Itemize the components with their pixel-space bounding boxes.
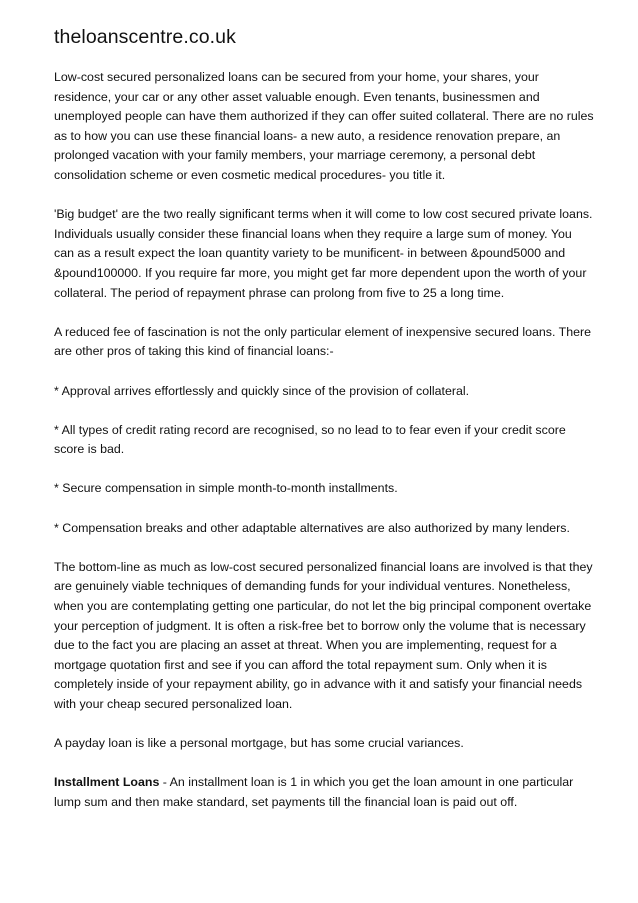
paragraph-intro: Low-cost secured personalized loans can be secured from your home, your shares, your residence, your car or any other asset valuable enough. Even tenants, businessmen and unemployed people can have them authorized if they can offer suited collateral. There are no rules as to how you can use these financial loans- a new auto, a residence renovation prepare, an prolonged vacation with your family members, your marriage ceremony, a personal debt consolidation scheme or even cosmetic medical procedures- you title it.	[54, 70, 594, 182]
bullet-approval: * Approval arrives effortlessly and quickly since of the provision of collateral.	[54, 383, 470, 398]
installment-loans-heading: Installment Loans	[54, 775, 160, 790]
document-page	[54, 24, 594, 832]
paragraph-payday: A payday loan is like a personal mortgage, but has some crucial variances.	[54, 736, 464, 751]
paragraph-bottom-line: The bottom-line as much as low-cost secured personalized financial loans are involved is that they are genuinely viable techniques of demanding funds for your individual ventures. Nonetheless, when you are contemplating getting one particular, do not let the big principal component overtake your perception of judgment. It is often a risk-free bet to borrow only the volume that is necessary due to the fact you are placing an asset at threat. When you are implementing, request for a mortgage quotation first and see if you can afford the total repayment sum. Only when it is completely inside of your repayment ability, go in advance with it and satisfy your financial needs with your cheap secured personalized loan.	[54, 559, 593, 711]
paragraph-installment-loans	[54, 773, 594, 812]
bullet-credit-record: * All types of credit rating record are recognised, so no lead to to fear even if your credit score score is bad.	[54, 422, 566, 457]
installment-loans-text: - An installment loan is 1 in which you get the loan amount in one particular lump sum and then make standard, set payments till the financial loan is paid out off.	[54, 775, 574, 809]
paragraph-big-budget: 'Big budget' are the two really significant terms when it will come to low cost secured private loans. Individuals usually consider these financial loans when they require a large sum of money. You can as a result expect the loan quantity variety to be munificent- in between &pound5000 and &pound100000. If you require far more, you might get far more dependent upon the worth of your collateral. The period of repayment phrase can prolong from five to 25 a long time.	[54, 207, 593, 300]
bullet-breaks: * Compensation breaks and other adaptable alternatives are also authorized by many lenders.	[54, 520, 570, 535]
bullet-compensation: * Secure compensation in simple month-to-month installments.	[54, 481, 398, 496]
paragraph-pros-intro: A reduced fee of fascination is not the only particular element of inexpensive secured loans. There are other pros of taking this kind of financial loans:-	[54, 324, 592, 359]
site-title: theloanscentre.co.uk	[54, 26, 236, 48]
